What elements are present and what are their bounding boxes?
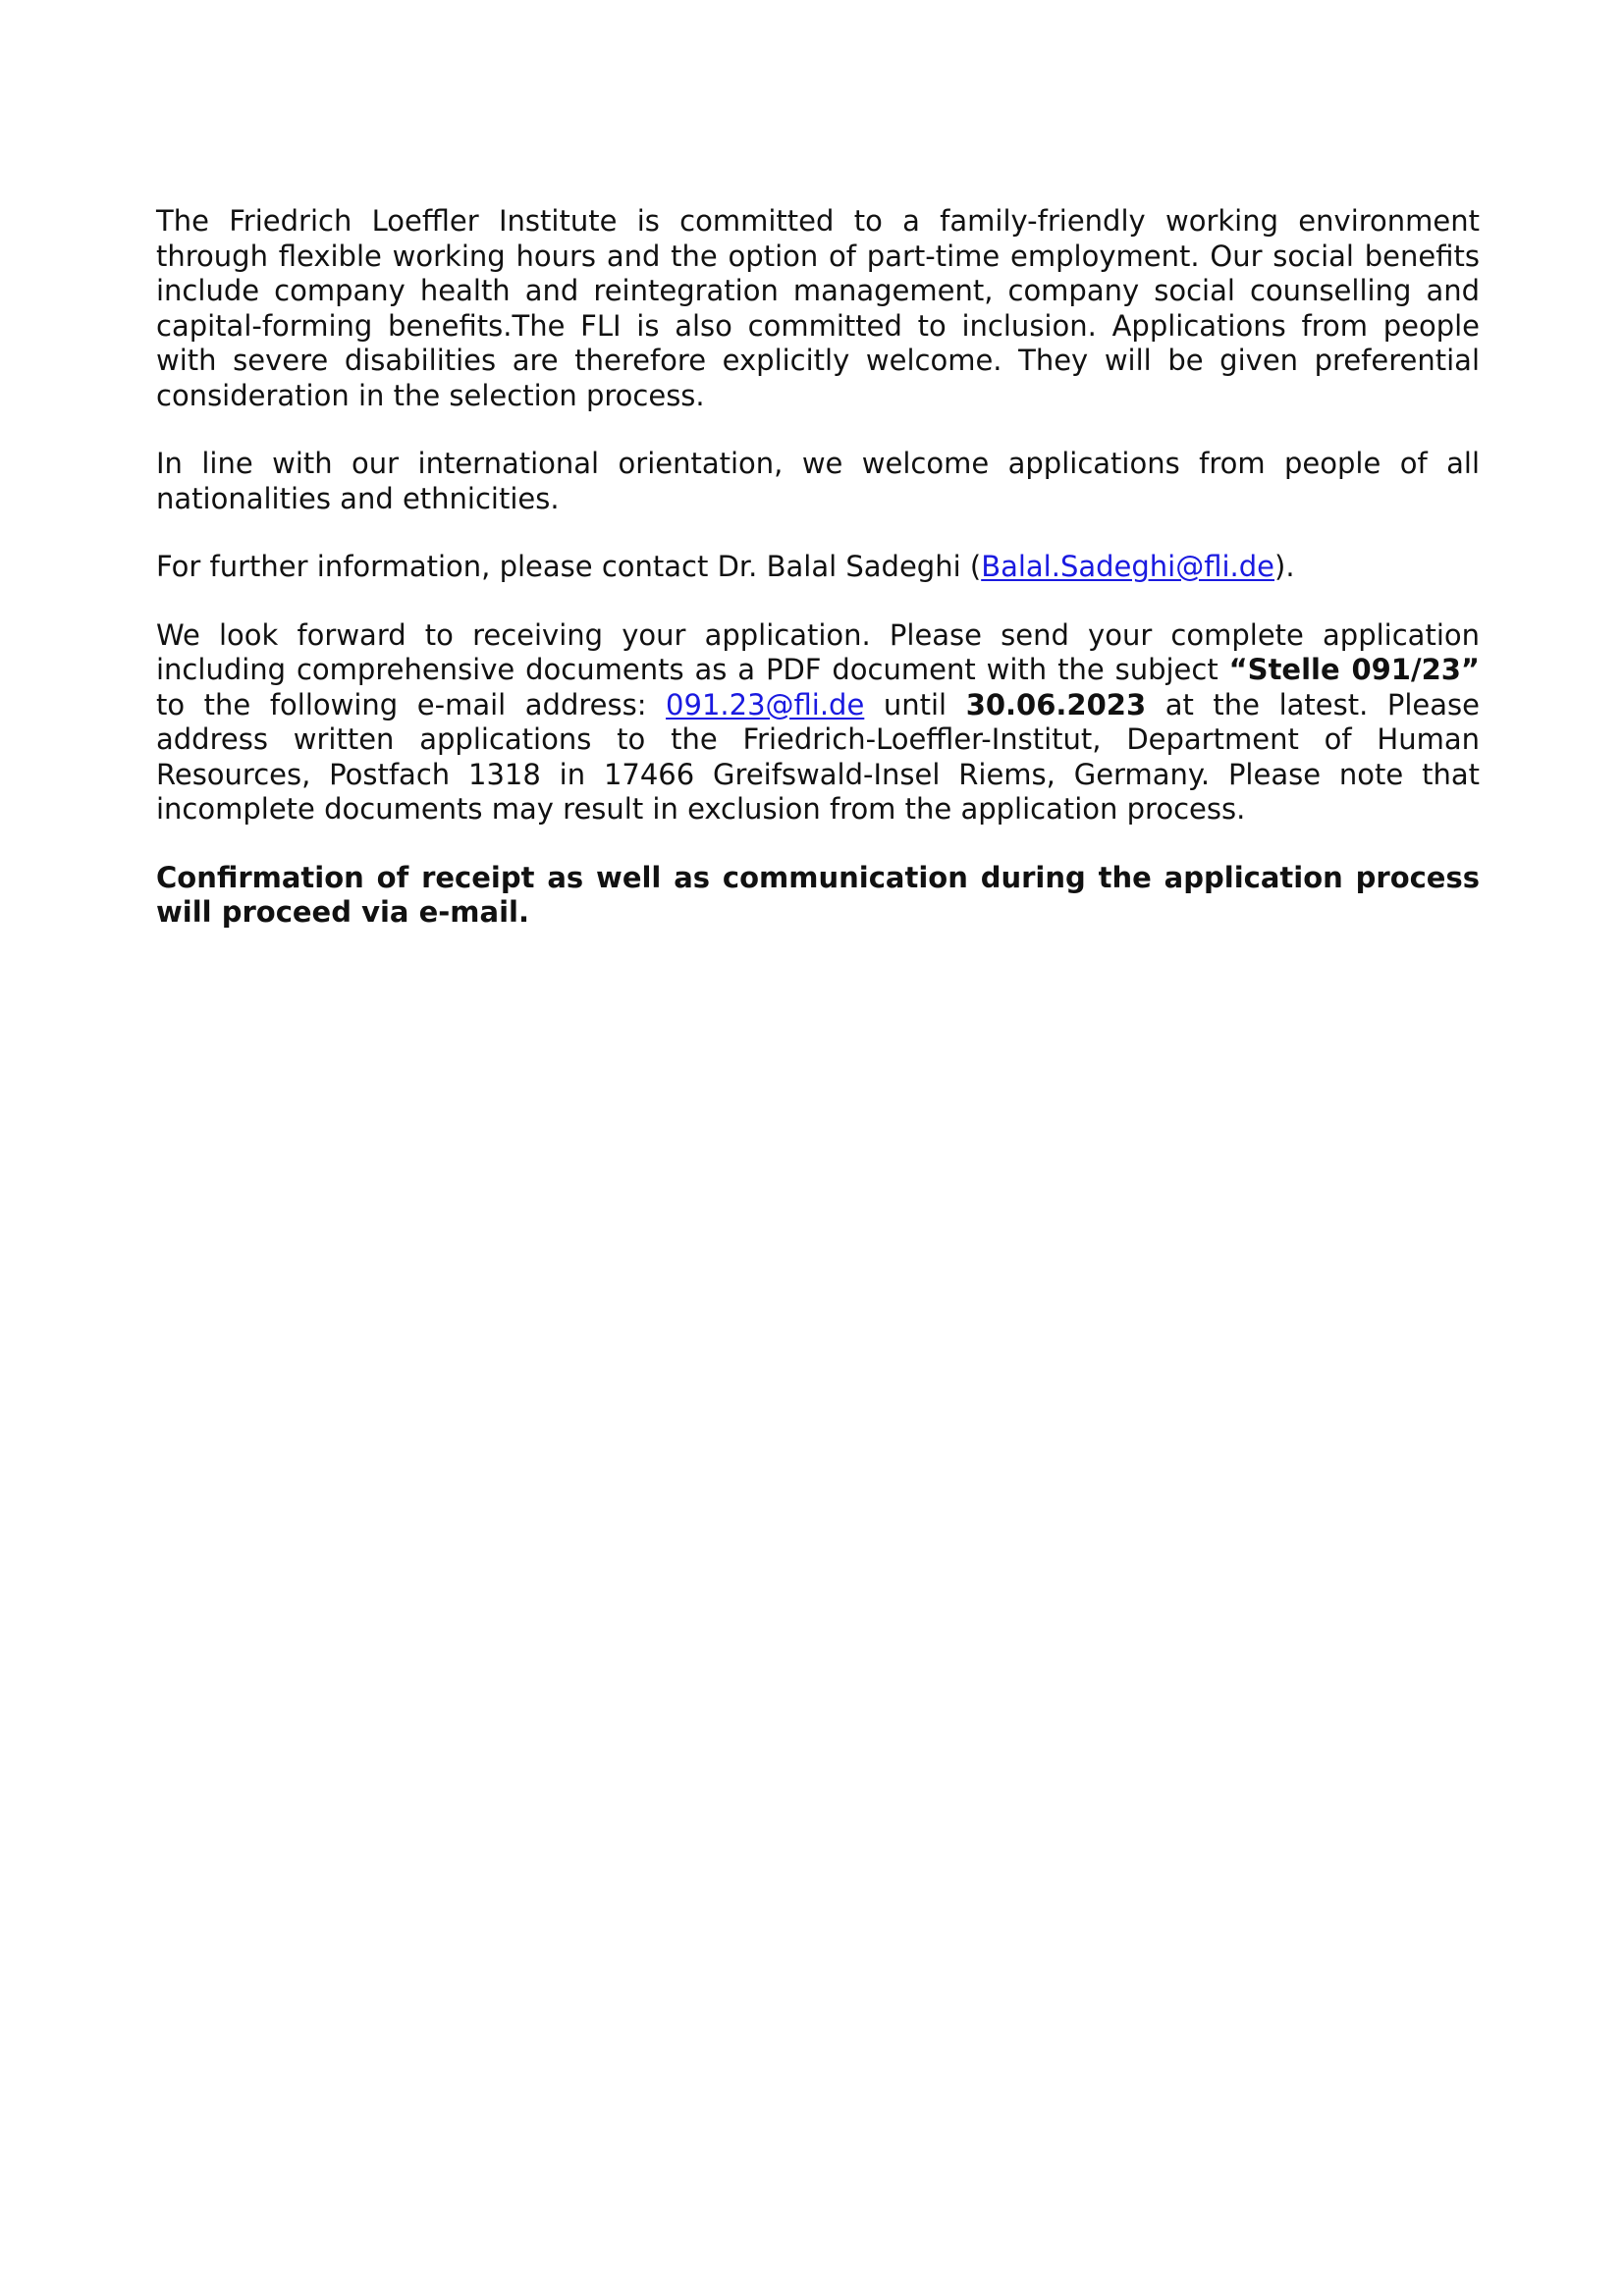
application-text-4: at the latest. Please address written applications to the Friedrich-Loeffler-Institut, Department of Human Resources, Postfach 1318 in 17466 Greifswald-Insel Riems, Germany. Please note that incomplete documents may result in exclusion from the application process.: [156, 687, 1480, 826]
email-notice-paragraph: Confirmation of receipt as well as communication during the application process will proceed via e-mail.: [156, 860, 1480, 929]
contact-text-before: For further information, please contact Dr. Balal Sadeghi (: [156, 550, 982, 583]
application-deadline: 30.06.2023: [965, 687, 1147, 721]
benefits-paragraph: The Friedrich Loeffler Institute is committed to a family-friendly working environment through flexible working hours and the option of part-time employment. Our social benefits include company health and reintegration management, company social counselling and capital-forming benefits.The FLI is also committed to inclusion. Applications from people with severe disabilities are therefore explicitly welcome. They will be given preferential consideration in the selection process.: [156, 204, 1480, 412]
application-text-2: to the following e-mail address:: [156, 687, 667, 721]
document-page: [156, 204, 1480, 964]
application-email-link[interactable]: 091.23@fli.de: [666, 687, 865, 721]
international-paragraph: In line with our international orientation, we welcome applications from people of all nationalities and ethnicities.: [156, 447, 1480, 515]
application-text-1: We look forward to receiving your application. Please send your complete application including comprehensive documents as a PDF document with the subject: [156, 617, 1480, 686]
application-subject: “Stelle 091/23”: [1228, 653, 1480, 686]
application-text-3: until: [864, 687, 966, 721]
contact-email-link[interactable]: Balal.Sadeghi@fli.de: [981, 550, 1275, 583]
contact-paragraph: [156, 550, 1480, 585]
application-paragraph: [156, 618, 1480, 828]
contact-text-after: ).: [1274, 550, 1295, 583]
